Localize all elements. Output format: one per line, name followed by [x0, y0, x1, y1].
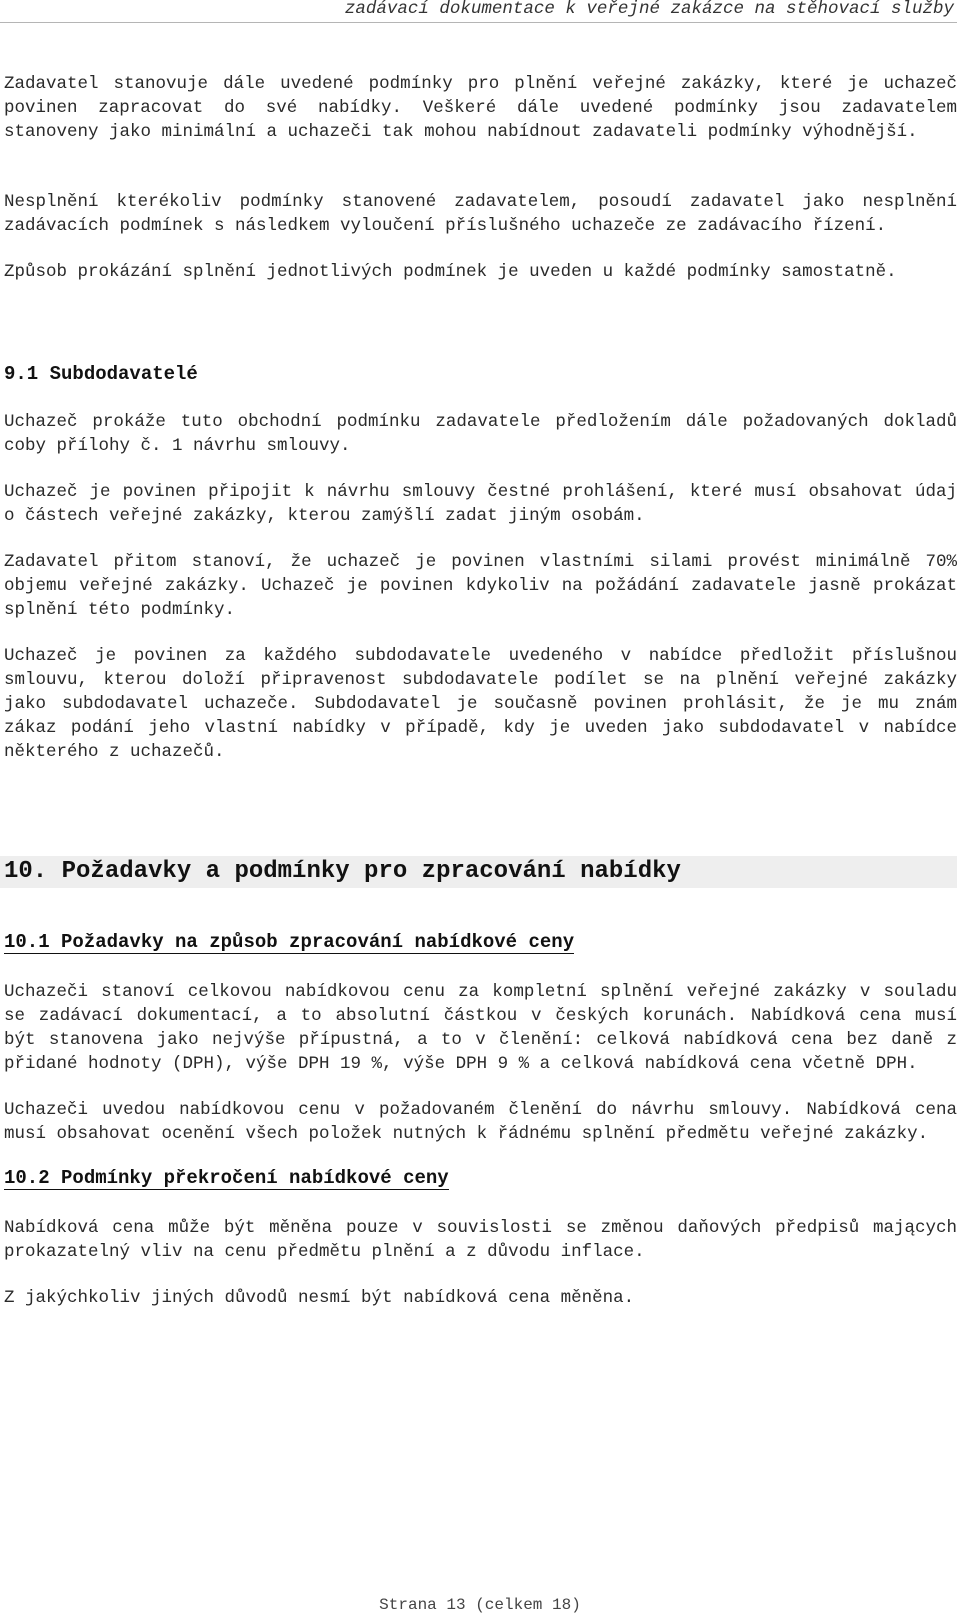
section-9-1-title: 9.1 Subdodavatelé	[4, 363, 198, 385]
running-header	[0, 0, 957, 23]
running-header-title: zadávací dokumentace k veřejné zakázce na stěhovací služby	[344, 0, 954, 19]
section-10-1-title: 10.1 Požadavky na způsob zpracování nabídkové ceny	[4, 931, 575, 953]
section-10-2-paragraph-2: Z jakýchkoliv jiných důvodů nesmí být nabídková cena měněna.	[4, 1288, 635, 1308]
intro-paragraph-1: Zadavatel stanovuje dále uvedené podmínky pro plnění veřejné zakázky, které je uchazeč povinen zapracovat do své nabídky. Veškeré dále uvedené podmínky jsou zadavatelem stanoveny jako minimální a uchazeči tak mohou nabídnout zadavateli podmínky výhodnější.	[4, 74, 957, 142]
intro-paragraph-3: Způsob prokázání splnění jednotlivých podmínek je uveden u každé podmínky samostatně.	[4, 262, 897, 282]
section-9-1-paragraph-1: Uchazeč prokáže tuto obchodní podmínku zadavatele předložením dále požadovaných dokladů coby přílohy č. 1 návrhu smlouvy.	[4, 412, 957, 456]
section-9-1-paragraph-4: Uchazeč je povinen za každého subdodavatele uvedeného v nabídce předložit příslušnou smlouvu, kterou doloží připravenost subdodavatele podílet se na plnění veřejné zakázky jako subdodavatel uchazeče. Subdodavatel je současně povinen prohlásit, že je mu znám zákaz podání jeho vlastní nabídky v případě, kdy je uveden jako subdodavatel v nabídce některého z uchazečů.	[4, 646, 957, 762]
page-number: Strana 13 (celkem 18)	[379, 1596, 581, 1614]
document-body	[4, 72, 957, 1310]
section-10-1-paragraph-2: Uchazeči uvedou nabídkovou cenu v požadovaném členění do návrhu smlouvy. Nabídková cena musí obsahovat ocenění všech položek nutných k řádnému splnění předmětu veřejné zakázky.	[4, 1100, 957, 1144]
section-9-1-paragraph-2: Uchazeč je povinen připojit k návrhu smlouvy čestné prohlášení, které musí obsahovat údaj o částech veřejné zakázky, kterou zamýšlí zadat jiným osobám.	[4, 482, 957, 526]
section-10-2-title: 10.2 Podmínky překročení nabídkové ceny	[4, 1167, 449, 1189]
section-10-2-paragraph-1: Nabídková cena může být měněna pouze v souvislosti se změnou daňových předpisů mających prokazatelný vliv na cenu předmětu plnění a z důvodu inflace.	[4, 1218, 957, 1262]
section-9-1-paragraph-3: Zadavatel přitom stanoví, že uchazeč je povinen vlastními silami provést minimálně 70% objemu veřejné zakázky. Uchazeč je povinen kdykoliv na požádání zadavatele jasně prokázat splnění této podmínky.	[4, 552, 957, 620]
section-10-heading: 10. Požadavky a podmínky pro zpracování nabídky	[0, 856, 957, 888]
section-10-1-paragraph-1: Uchazeči stanoví celkovou nabídkovou cenu za kompletní splnění veřejné zakázky v souladu se zadávací dokumentací, a to absolutní částkou v českých korunách. Nabídková cena musí být stanovena jako nejvýše přípustná, a to v členění: celková nabídková cena bez daně z přidané hodnoty (DPH), výše DPH 19 %, výše DPH 9 % a celková nabídková cena včetně DPH.	[4, 982, 957, 1074]
intro-paragraph-2: Nesplnění kterékoliv podmínky stanovené zadavatelem, posoudí zadavatel jako nesplnění zadávacích podmínek s následkem vyloučení příslušného uchazeče ze zadávacího řízení.	[4, 192, 957, 236]
